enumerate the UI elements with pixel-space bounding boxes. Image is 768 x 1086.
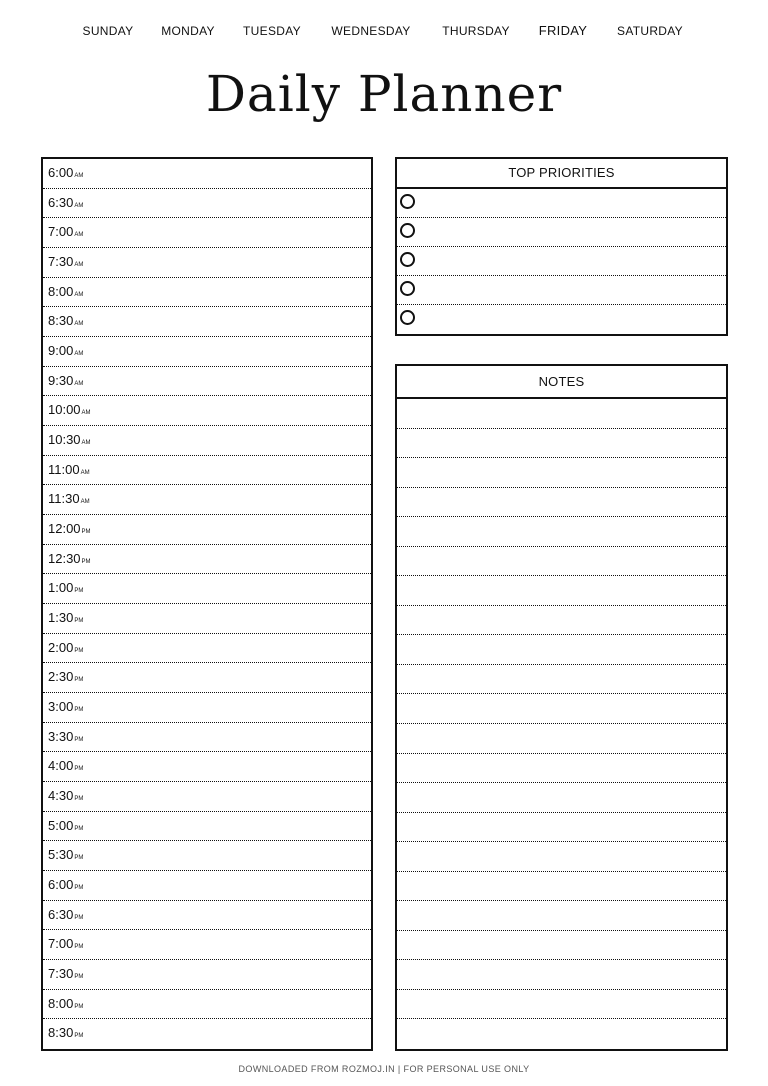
- note-line[interactable]: [397, 872, 726, 902]
- time-slot[interactable]: [43, 189, 371, 219]
- ampm-label: PM: [74, 647, 84, 654]
- time-label: [48, 224, 83, 243]
- note-line[interactable]: [397, 576, 726, 606]
- note-line[interactable]: [397, 724, 726, 754]
- ampm-label: PM: [74, 707, 84, 713]
- time-slot[interactable]: [43, 159, 371, 189]
- time-value: 7:30: [48, 254, 74, 269]
- time-slot[interactable]: [43, 307, 371, 337]
- ampm-label: AM: [74, 351, 84, 357]
- note-line[interactable]: [397, 990, 726, 1020]
- time-slot[interactable]: [43, 248, 371, 278]
- time-label: [48, 521, 91, 540]
- ampm-label: AM: [81, 410, 91, 417]
- note-line[interactable]: [397, 665, 726, 695]
- time-slot[interactable]: [43, 693, 371, 723]
- time-slot[interactable]: [43, 456, 371, 486]
- time-slot[interactable]: [43, 990, 371, 1020]
- time-label: [48, 936, 83, 955]
- time-label: [48, 610, 83, 629]
- time-value: 10:00: [48, 402, 81, 418]
- weekday-tuesday[interactable]: TUESDAY: [243, 24, 301, 38]
- time-value: 6:30: [48, 194, 74, 210]
- time-label: [48, 284, 83, 303]
- time-label: [48, 373, 83, 392]
- time-label: [48, 402, 91, 421]
- weekday-friday[interactable]: FRIDAY: [538, 23, 588, 38]
- time-slot[interactable]: [43, 337, 371, 367]
- note-line[interactable]: [397, 517, 726, 547]
- time-slot[interactable]: [43, 663, 371, 693]
- time-value: 9:30: [48, 372, 74, 388]
- priority-checkbox[interactable]: [400, 252, 415, 267]
- ampm-label: AM: [80, 469, 90, 476]
- ampm-label: AM: [74, 321, 84, 328]
- time-value: 3:00: [48, 699, 74, 714]
- note-line[interactable]: [397, 547, 726, 577]
- time-slot[interactable]: [43, 426, 371, 456]
- time-label: [48, 640, 83, 659]
- time-slot[interactable]: [43, 841, 371, 871]
- note-line[interactable]: [397, 488, 726, 518]
- top-priorities-box: [395, 157, 728, 336]
- time-value: 9:00: [48, 343, 74, 358]
- note-line[interactable]: [397, 399, 726, 429]
- note-line[interactable]: [397, 606, 726, 636]
- ampm-label: PM: [74, 825, 84, 832]
- time-label: [48, 462, 90, 481]
- ampm-label: PM: [74, 944, 84, 951]
- priority-row[interactable]: [397, 276, 726, 305]
- time-slot[interactable]: [43, 930, 371, 960]
- note-line[interactable]: [397, 635, 726, 665]
- time-slot[interactable]: [43, 752, 371, 782]
- time-value: 8:30: [48, 313, 74, 329]
- priority-checkbox[interactable]: [400, 194, 415, 209]
- time-slot[interactable]: [43, 871, 371, 901]
- time-slot[interactable]: [43, 812, 371, 842]
- time-value: 12:30: [48, 550, 81, 566]
- ampm-label: AM: [74, 232, 84, 239]
- time-value: 7:00: [48, 936, 74, 952]
- time-label: [48, 491, 90, 510]
- note-line[interactable]: [397, 694, 726, 724]
- time-label: [48, 877, 83, 896]
- ampm-label: PM: [74, 736, 84, 743]
- page-title: Daily Planner: [205, 65, 563, 123]
- time-value: 10:30: [48, 432, 81, 447]
- time-value: 2:30: [48, 669, 74, 685]
- time-slot[interactable]: [43, 515, 371, 545]
- time-slot[interactable]: [43, 901, 371, 931]
- time-value: 1:00: [48, 580, 74, 596]
- note-line[interactable]: [397, 754, 726, 784]
- time-label: [48, 669, 83, 688]
- notes-heading: NOTES: [397, 366, 726, 399]
- time-value: 6:00: [48, 877, 74, 892]
- priority-row[interactable]: [397, 247, 726, 276]
- time-slot[interactable]: [43, 604, 371, 634]
- ampm-label: AM: [74, 291, 84, 298]
- time-value: 4:00: [48, 758, 74, 774]
- ampm-label: PM: [74, 914, 84, 921]
- time-label: [48, 966, 83, 985]
- time-slot[interactable]: [43, 634, 371, 664]
- note-line[interactable]: [397, 813, 726, 843]
- time-value: 2:00: [48, 639, 74, 655]
- note-line[interactable]: [397, 842, 726, 872]
- weekday-saturday[interactable]: SATURDAY: [617, 24, 683, 38]
- time-label: [48, 847, 83, 866]
- notes-box: [395, 364, 728, 1051]
- ampm-label: AM: [74, 202, 84, 209]
- note-line[interactable]: [397, 1019, 726, 1049]
- time-label: [48, 313, 83, 332]
- time-value: 8:30: [48, 1025, 74, 1041]
- time-label: [48, 580, 83, 599]
- note-line[interactable]: [397, 783, 726, 813]
- time-label: [48, 1025, 83, 1044]
- weekday-header: [0, 0, 768, 60]
- time-slot[interactable]: [43, 545, 371, 575]
- time-label: [48, 551, 91, 570]
- priority-row[interactable]: [397, 305, 726, 334]
- weekday-thursday[interactable]: THURSDAY: [442, 24, 510, 38]
- note-line[interactable]: [397, 931, 726, 961]
- time-value: 3:30: [48, 728, 74, 744]
- ampm-label: PM: [74, 855, 84, 862]
- priority-row[interactable]: [397, 218, 726, 247]
- time-label: [48, 343, 83, 362]
- note-line[interactable]: [397, 429, 726, 459]
- time-label: [48, 699, 83, 718]
- time-value: 7:00: [48, 224, 74, 240]
- ampm-label: AM: [80, 499, 90, 506]
- ampm-label: AM: [74, 262, 84, 268]
- priority-checkbox[interactable]: [400, 223, 415, 238]
- time-slot[interactable]: [43, 396, 371, 426]
- ampm-label: AM: [81, 440, 91, 446]
- ampm-label: PM: [74, 1033, 84, 1040]
- ampm-label: PM: [74, 1003, 84, 1010]
- time-slot[interactable]: [43, 218, 371, 248]
- time-value: 12:00: [48, 521, 81, 536]
- weekday-sunday[interactable]: SUNDAY: [82, 24, 134, 38]
- top-priorities-heading: TOP PRIORITIES: [397, 159, 726, 189]
- priority-row[interactable]: [397, 189, 726, 218]
- time-value: 11:30: [48, 491, 80, 507]
- time-slot[interactable]: [43, 485, 371, 515]
- time-label: [48, 254, 83, 273]
- ampm-label: PM: [81, 558, 91, 565]
- time-label: [48, 165, 83, 184]
- time-slot[interactable]: [43, 367, 371, 397]
- ampm-label: PM: [74, 974, 84, 980]
- ampm-label: PM: [74, 588, 84, 595]
- weekday-wednesday[interactable]: WEDNESDAY: [331, 24, 411, 38]
- hourly-schedule: [41, 157, 373, 1051]
- time-slot[interactable]: [43, 960, 371, 990]
- ampm-label: PM: [74, 796, 84, 802]
- footer-note: DOWNLOADED FROM ROZMOJ.IN | FOR PERSONAL USE ONLY: [238, 1064, 530, 1074]
- ampm-label: AM: [74, 173, 84, 179]
- ampm-label: PM: [74, 885, 84, 891]
- time-label: [48, 907, 83, 926]
- note-line[interactable]: [397, 458, 726, 488]
- note-line[interactable]: [397, 960, 726, 990]
- time-value: 8:00: [48, 283, 74, 299]
- note-line[interactable]: [397, 901, 726, 931]
- priority-checkbox[interactable]: [400, 281, 415, 296]
- ampm-label: AM: [74, 380, 84, 387]
- time-label: [48, 758, 83, 777]
- time-value: 6:00: [48, 165, 74, 180]
- priority-checkbox[interactable]: [400, 310, 415, 325]
- time-value: 4:30: [48, 788, 74, 803]
- ampm-label: PM: [74, 766, 84, 773]
- time-slot[interactable]: [43, 278, 371, 308]
- ampm-label: PM: [74, 618, 84, 624]
- time-value: 5:00: [48, 817, 74, 833]
- time-slot[interactable]: [43, 1019, 371, 1049]
- time-slot[interactable]: [43, 574, 371, 604]
- time-label: [48, 818, 83, 837]
- time-value: 1:30: [48, 610, 74, 625]
- time-slot[interactable]: [43, 723, 371, 753]
- weekday-monday[interactable]: MONDAY: [161, 24, 215, 38]
- time-value: 7:30: [48, 966, 74, 981]
- time-value: 8:00: [48, 995, 74, 1011]
- time-label: [48, 788, 83, 807]
- time-label: [48, 996, 83, 1015]
- time-value: 11:00: [48, 461, 80, 477]
- time-label: [48, 432, 91, 451]
- time-label: [48, 195, 83, 214]
- time-value: 6:30: [48, 906, 74, 922]
- time-slot[interactable]: [43, 782, 371, 812]
- ampm-label: PM: [74, 677, 84, 684]
- time-value: 5:30: [48, 847, 74, 863]
- ampm-label: PM: [81, 529, 91, 535]
- time-label: [48, 729, 83, 748]
